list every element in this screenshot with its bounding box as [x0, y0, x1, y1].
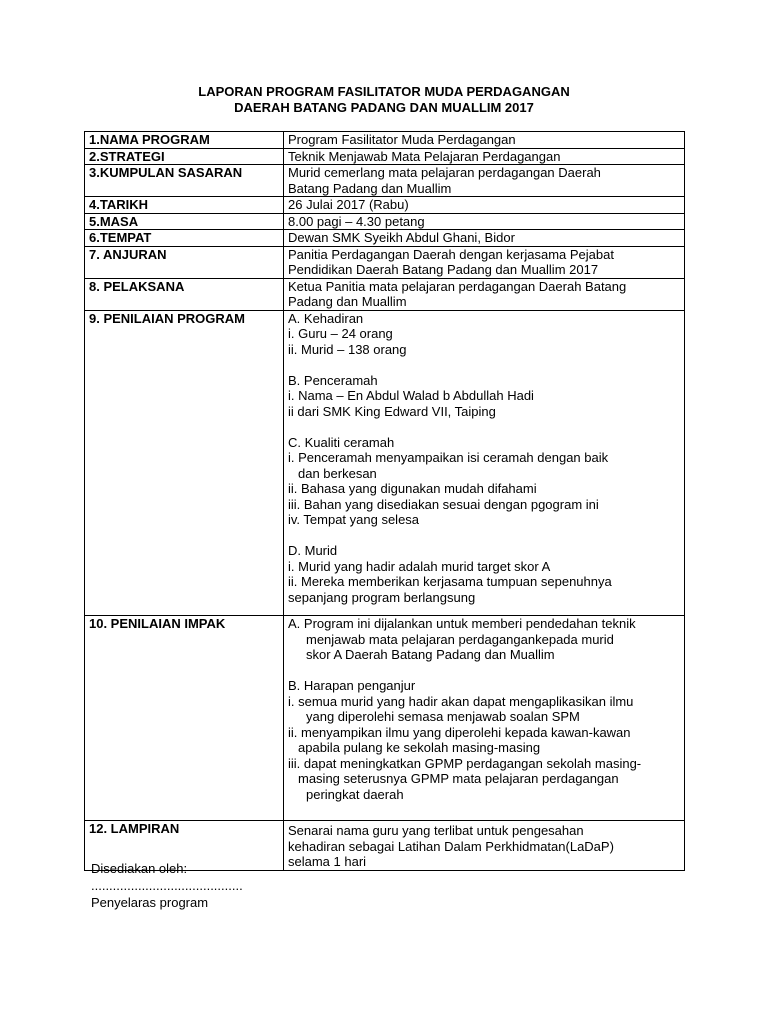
label-penilaian-program: 9. PENILAIAN PROGRAM [85, 310, 284, 616]
row-pelaksana [85, 278, 685, 310]
kualiti-heading: C. Kualiti ceramah [288, 434, 395, 450]
signer-role: Penyelaras program [91, 895, 209, 910]
kumpulan-line-1: Murid cemerlang mata pelajaran perdagangan Daerah [288, 165, 601, 180]
title-line-1: LAPORAN PROGRAM FASILITATOR MUDA PERDAGANGAN [198, 84, 570, 99]
lampiran-line-3: selama 1 hari [288, 854, 367, 869]
label-nama-program: 1.NAMA PROGRAM [85, 132, 284, 149]
row-tarikh [85, 197, 685, 214]
row-kumpulan-sasaran [85, 165, 685, 197]
anjuran-line-1: Panitia Perdagangan Daerah dengan kerjasama Pejabat [288, 246, 614, 262]
penceramah-heading: B. Penceramah [288, 372, 378, 388]
harapan-item-3: iii. dapat meningkatkan GPMP perdagangan sekolah masing- [288, 755, 642, 771]
row-strategi [85, 148, 685, 165]
penceramah-nama: i. Nama – En Abdul Walad b Abdullah Hadi [288, 388, 534, 403]
pelaksana-line-2: Padang dan Muallim [288, 294, 407, 309]
murid-item-1: i. Murid yang hadir adalah murid target skor A [288, 558, 551, 574]
label-pelaksana: 8. PELAKSANA [85, 278, 284, 310]
kualiti-item-1: i. Penceramah menyampaikan isi ceramah dengan baik [288, 450, 609, 465]
label-penilaian-impak: 10. PENILAIAN IMPAK [85, 616, 284, 821]
signature-line: .......................................... [91, 878, 243, 893]
harapan-item-1-cont: yang diperolehi semasa menjawab soalan SPM [306, 709, 580, 724]
kualiti-item-3: iii. Bahan yang disediakan sesuai dengan pgogram ini [288, 496, 599, 512]
row-penilaian-program [85, 310, 685, 616]
harapan-item-2: ii. menyampikan ilmu yang diperolehi kepada kawan-kawan [288, 724, 631, 740]
kualiti-item-1-cont: dan berkesan [298, 465, 377, 481]
kumpulan-line-2: Batang Padang dan Muallim [288, 180, 452, 196]
harapan-item-1: i. semua murid yang hadir akan dapat mengaplikasikan ilmu [288, 693, 634, 709]
value-penilaian-impak [284, 616, 685, 821]
row-nama-program [85, 132, 685, 149]
kehadiran-murid: ii. Murid – 138 orang [288, 341, 407, 357]
kehadiran-guru: i. Guru – 24 orang [288, 326, 393, 341]
impak-item-a-cont-2: skor A Daerah Batang Padang dan Muallim [306, 647, 555, 662]
value-lampiran [284, 821, 685, 871]
penceramah-sekolah: ii dari SMK King Edward VII, Taiping [288, 403, 496, 419]
label-strategi: 2.STRATEGI [85, 148, 284, 165]
impak-item-a: A. Program ini dijalankan untuk memberi pendedahan teknik [288, 616, 636, 631]
value-pelaksana [284, 278, 685, 310]
prepared-by-label: Disediakan oleh: [91, 861, 188, 876]
pelaksana-line-1: Ketua Panitia mata pelajaran perdagangan Daerah Batang [288, 278, 627, 294]
kualiti-item-4: iv. Tempat yang selesa [288, 512, 420, 527]
kehadiran-heading: A. Kehadiran [288, 310, 364, 326]
label-tempat: 6.TEMPAT [85, 230, 284, 247]
row-tempat [85, 230, 685, 247]
signature-block [91, 860, 243, 911]
harapan-item-3-cont-2: peringkat daerah [306, 786, 404, 802]
kualiti-item-2: ii. Bahasa yang digunakan mudah difahami [288, 481, 537, 496]
value-anjuran [284, 246, 685, 278]
murid-item-2: ii. Mereka memberikan kerjasama tumpuan sepenuhnya [288, 574, 612, 589]
value-strategi: Teknik Menjawab Mata Pelajaran Perdagangan [284, 148, 685, 165]
harapan-item-2-cont: apabila pulang ke sekolah masing-masing [298, 740, 541, 755]
value-kumpulan-sasaran [284, 165, 685, 197]
impak-item-a-cont-1: menjawab mata pelajaran perdagangankepada murid [306, 631, 614, 647]
row-masa [85, 213, 685, 230]
label-kumpulan-sasaran: 3.KUMPULAN SASARAN [85, 165, 284, 197]
harapan-item-3-cont-1: masing seterusnya GPMP mata pelajaran perdagangan [298, 771, 619, 786]
lampiran-line-1: Senarai nama guru yang terlibat untuk pengesahan [288, 823, 584, 838]
label-anjuran: 7. ANJURAN [85, 246, 284, 278]
value-nama-program: Program Fasilitator Muda Perdagangan [284, 132, 685, 149]
row-anjuran [85, 246, 685, 278]
lampiran-line-2: kehadiran sebagai Latihan Dalam Perkhidmatan(LaDaP) [288, 838, 614, 854]
murid-heading: D. Murid [288, 543, 338, 558]
value-penilaian-program [284, 310, 685, 616]
murid-item-2-cont: sepanjang program berlangsung [288, 589, 476, 605]
title-line-2: DAERAH BATANG PADANG DAN MUALLIM 2017 [234, 100, 534, 115]
report-table [84, 131, 685, 871]
anjuran-line-2: Pendidikan Daerah Batang Padang dan Muallim 2017 [288, 262, 599, 277]
report-title [0, 84, 768, 116]
label-tarikh: 4.TARIKH [85, 197, 284, 214]
row-penilaian-impak [85, 616, 685, 821]
value-masa: 8.00 pagi – 4.30 petang [284, 213, 685, 230]
value-tempat: Dewan SMK Syeikh Abdul Ghani, Bidor [284, 230, 685, 247]
label-lampiran: 12. LAMPIRAN [85, 821, 284, 871]
value-tarikh: 26 Julai 2017 (Rabu) [284, 197, 685, 214]
label-masa: 5.MASA [85, 213, 284, 230]
harapan-heading: B. Harapan penganjur [288, 678, 416, 693]
